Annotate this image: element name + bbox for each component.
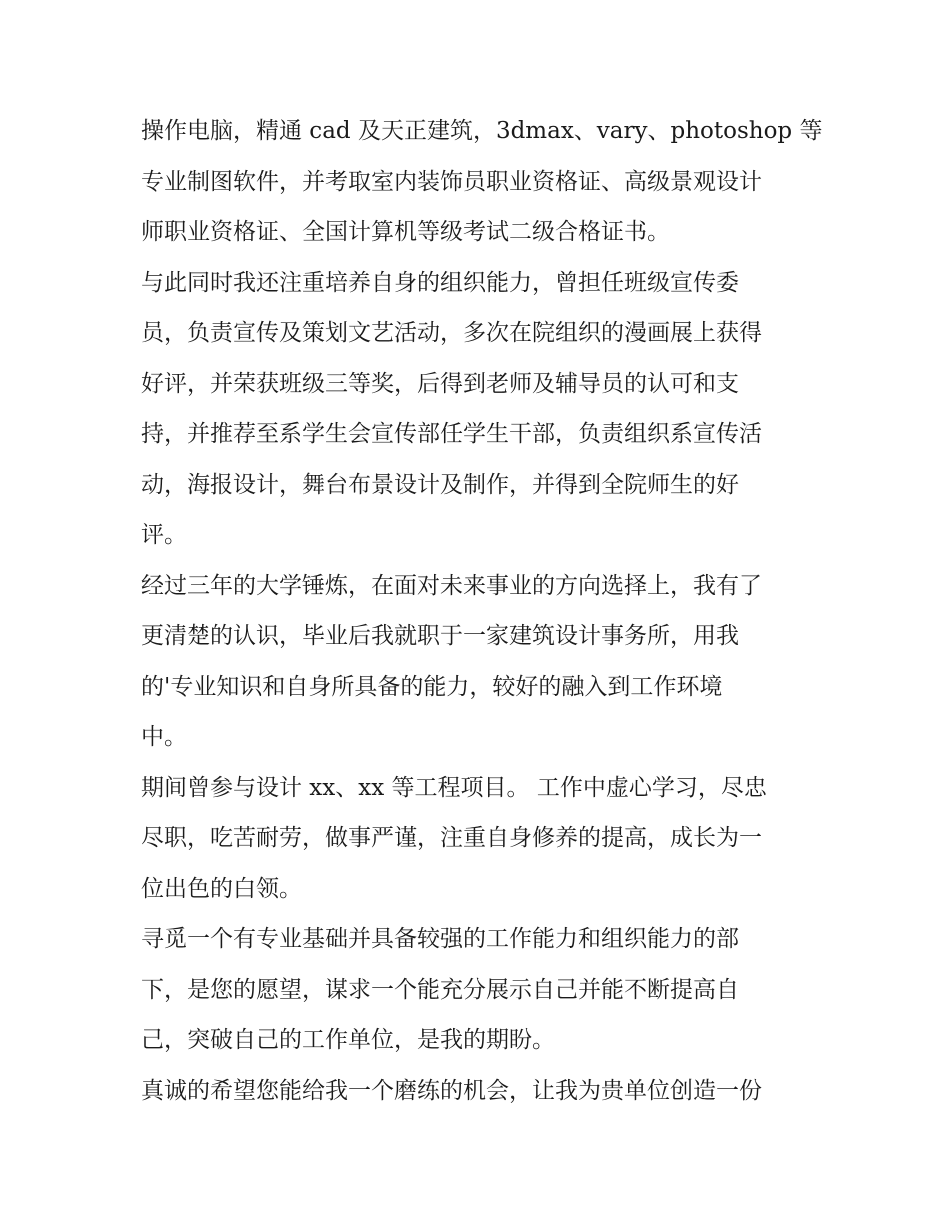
text-line: 位出色的白领。 bbox=[141, 875, 302, 902]
text-line: 经过三年的大学锤炼，在面对未来事业的方向选择上，我有了 bbox=[141, 572, 762, 599]
text-line: 寻觅一个有专业基础并具备较强的工作能力和组织能力的部 bbox=[141, 926, 739, 952]
text-line: 更清楚的认识，毕业后我就职于一家建筑设计事务所，用我 bbox=[141, 623, 739, 649]
text-line: 的'专业知识和自身所具备的能力，较好的融入到工作环境 bbox=[141, 673, 723, 700]
text-line: 评。 bbox=[141, 522, 187, 548]
text-line: 操作电脑，精通 cad 及天正建筑，3dmax、vary、photoshop 等 bbox=[141, 118, 823, 144]
text-line: 下，是您的愿望，谋求一个能充分展示自己并能不断提高自 bbox=[141, 976, 739, 1003]
paragraph-career bbox=[141, 561, 813, 763]
paragraph-aspiration bbox=[141, 914, 813, 1066]
text-line: 真诚的希望您能给我一个磨练的机会，让我为贵单位创造一份 bbox=[141, 1077, 762, 1104]
text-line: 中。 bbox=[141, 724, 187, 750]
text-line: 员，负责宣传及策划文艺活动，多次在院组织的漫画展上获得 bbox=[141, 320, 762, 346]
text-line: 己，突破自己的工作单位，是我的期盼。 bbox=[141, 1027, 555, 1053]
text-line: 好评，并荣获班级三等奖，后得到老师及辅导员的认可和支 bbox=[141, 370, 739, 397]
text-line: 持，并推荐至系学生会宣传部任学生干部，负责组织系宣传活 bbox=[141, 421, 762, 447]
text-line: 与此同时我还注重培养自身的组织能力，曾担任班级宣传委 bbox=[141, 269, 739, 296]
document-page bbox=[141, 106, 823, 1116]
paragraph-projects bbox=[141, 763, 813, 915]
paragraph-skills bbox=[141, 106, 823, 258]
text-line: 专业制图软件，并考取室内装饰员职业资格证、高级景观设计 bbox=[141, 168, 762, 195]
text-line: 尽职，吃苦耐劳，做事严谨，注重自身修养的提高，成长为一 bbox=[141, 825, 762, 851]
text-line: 期间曾参与设计 xx、xx 等工程项目。 工作中虚心学习，尽忠 bbox=[141, 774, 767, 801]
text-line: 动，海报设计，舞台布景设计及制作，并得到全院师生的好 bbox=[141, 471, 739, 498]
paragraph-closing bbox=[141, 1066, 813, 1117]
paragraph-organization bbox=[141, 258, 813, 561]
text-line: 师职业资格证、全国计算机等级考试二级合格证书。 bbox=[141, 219, 670, 245]
